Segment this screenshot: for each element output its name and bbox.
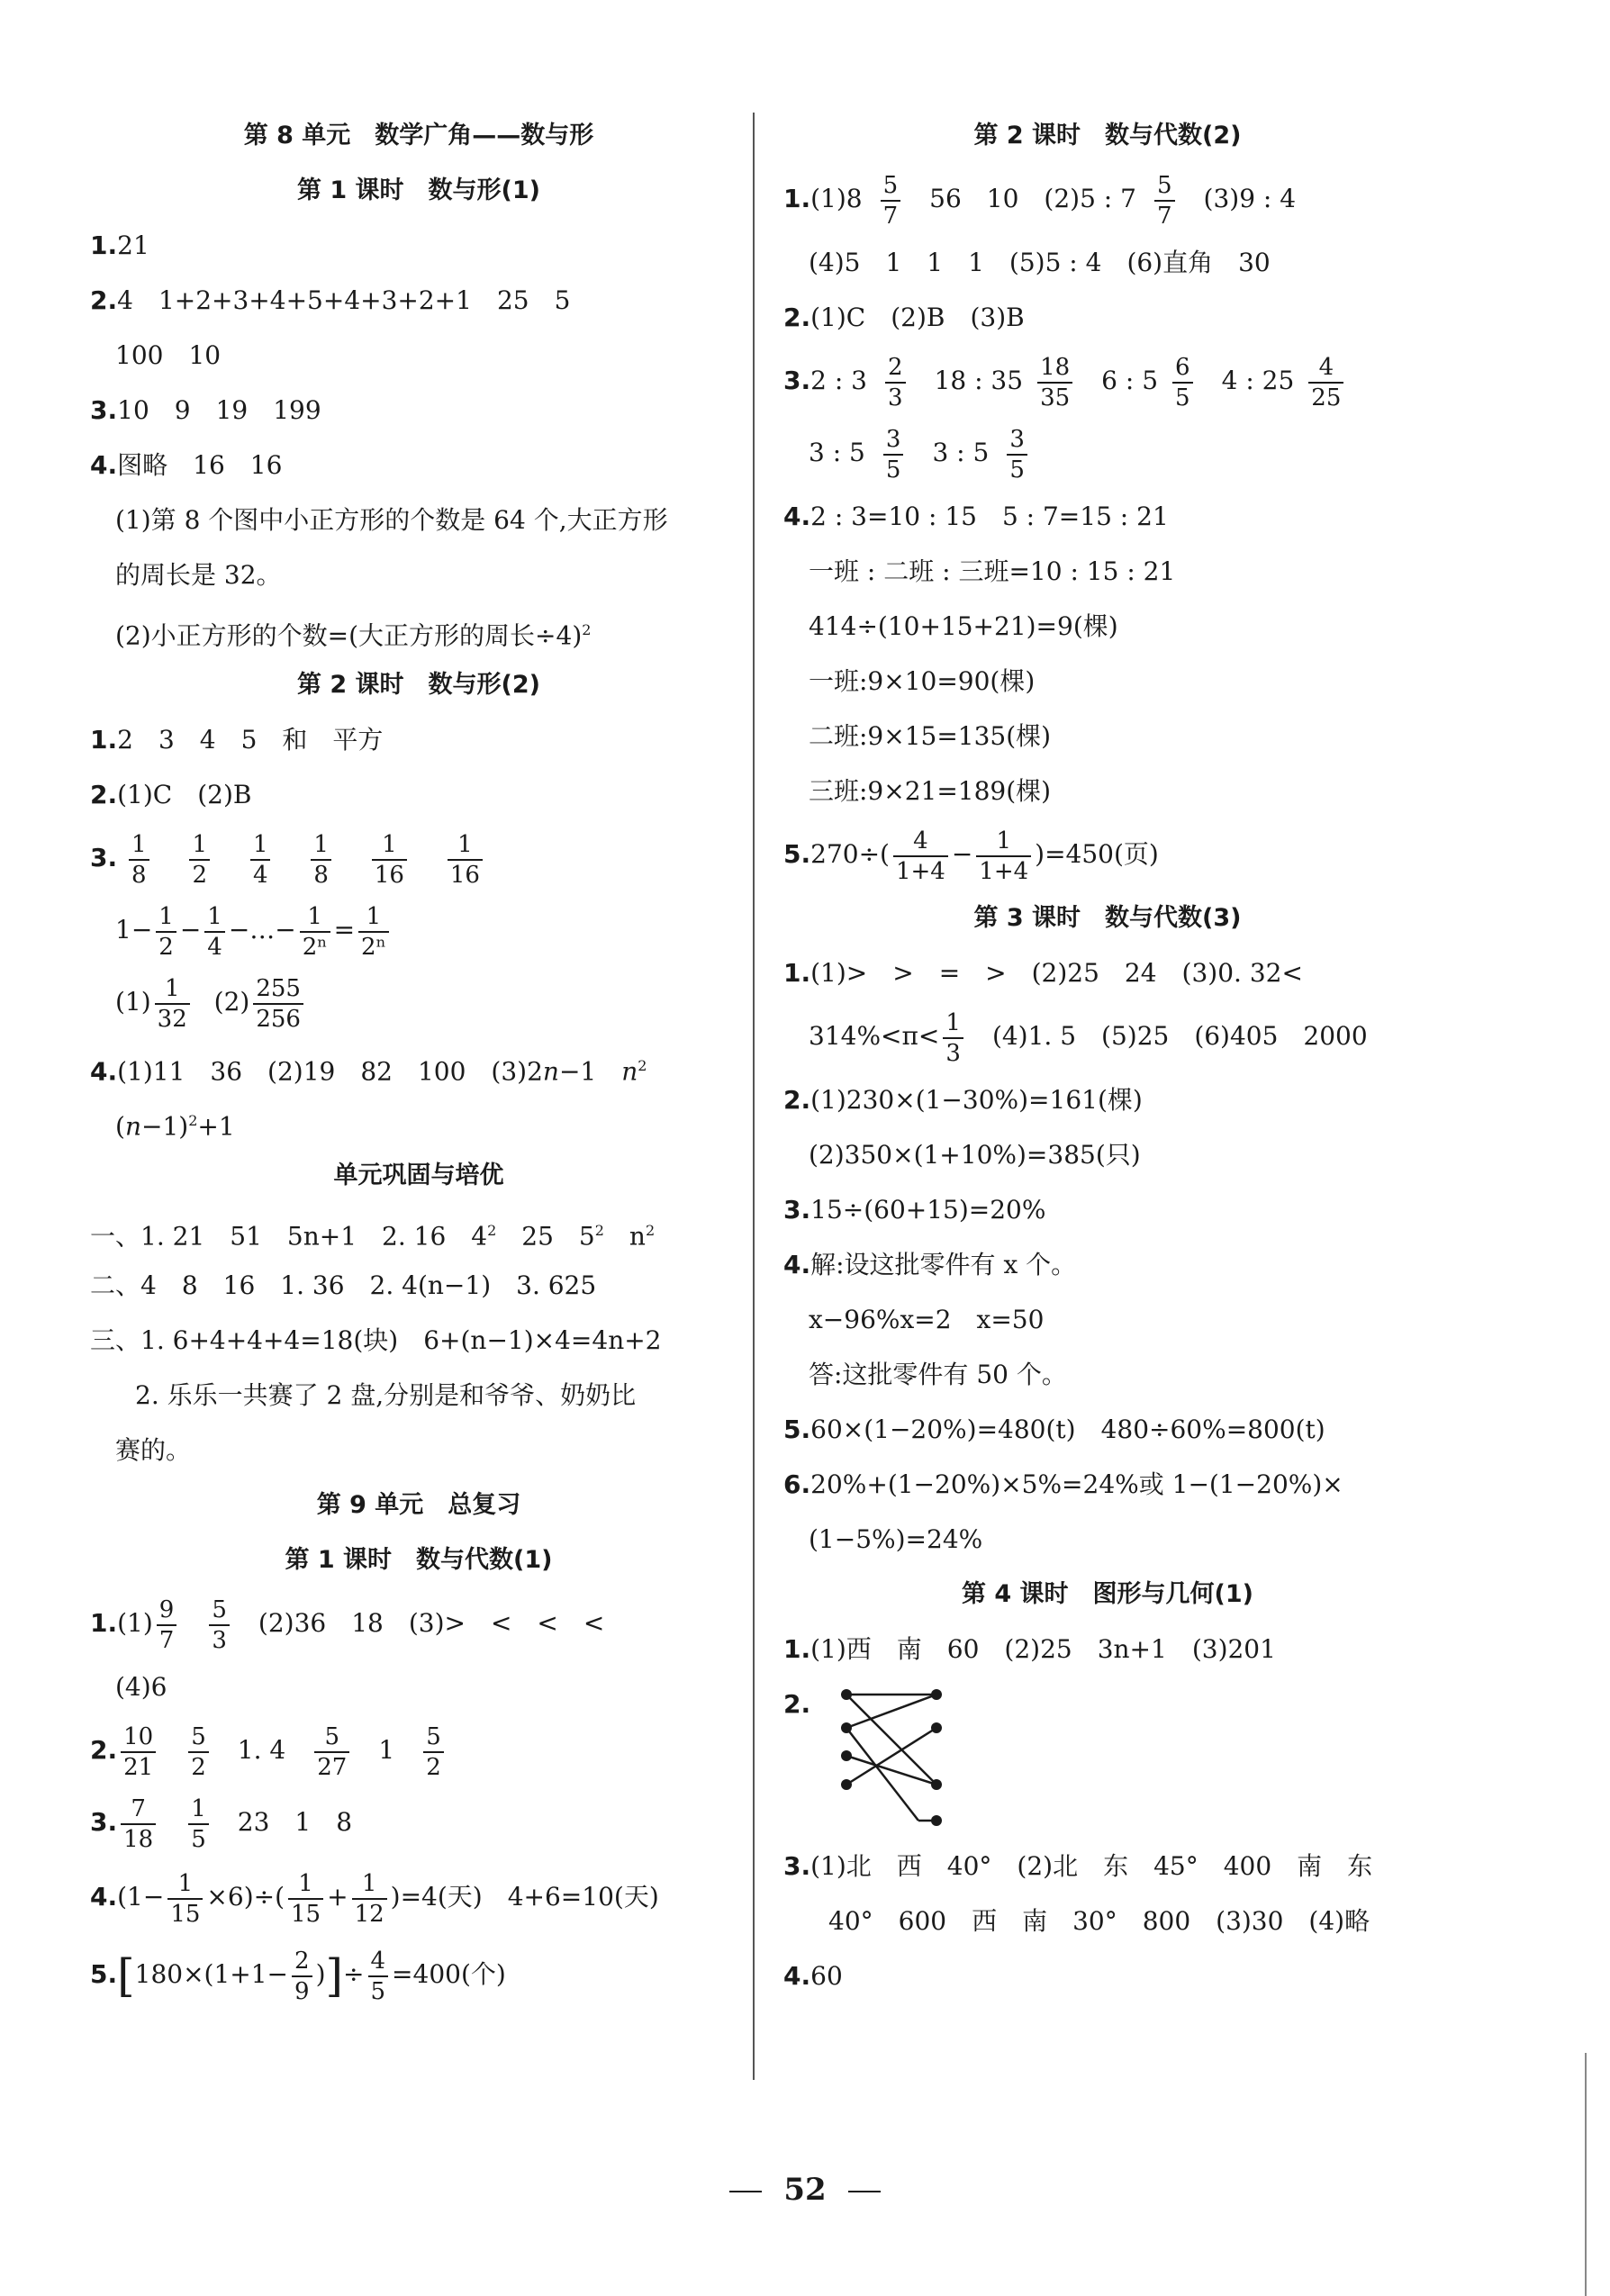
- r-l3-answer-1: 1.(1)> > = > (2)25 24 (3)0. 32<: [783, 958, 1303, 988]
- r-l2-answer-1: 1.(1)8 $\frac{5}{7}$ 56 10 (2)5 : 7 $\frac{5}{7}$ (3)9 : 4: [783, 171, 1297, 230]
- r-l3-answer-6-b: (1−5%)=24%: [809, 1524, 983, 1554]
- r-l4-answer-3: 3.(1)北 西 40° (2)北 东 45° 400 南 东: [783, 1851, 1373, 1881]
- fraction: $\frac{1}{16}$: [372, 830, 407, 890]
- r-l2-answer-5: 5.270÷( $\frac{4}{1+4}$ − $\frac{1}{1+4}$ )=450(页): [783, 827, 1159, 885]
- u9-answer-3: 3. $\frac{7}{18}$ $\frac{1}{5}$ 23 1 8: [90, 1794, 353, 1853]
- review-title: 单元巩固与培优: [333, 1162, 504, 1189]
- r-l2-answer-4-b: 一班 : 二班 : 三班=10 : 15 : 21: [809, 556, 1176, 586]
- u9-answer-5: 5.[180×(1+1− $\frac{2}{9}$ )]÷ $\frac{4}{5}$ =400(个): [90, 1947, 506, 2005]
- answer-4: 4.图略 16 16: [90, 450, 283, 480]
- r-l3-answer-5: 5.60×(1−20%)=480(t) 480÷60%=800(t): [783, 1415, 1325, 1444]
- r-l4-answer-3-b: 40° 600 西 南 30° 800 (3)30 (4)略: [828, 1906, 1370, 1936]
- answer-4-2: (2)小正方形的个数=(大正方形的周长÷4)$^2$: [115, 620, 592, 651]
- fraction: $\frac{1}{16}$: [448, 830, 483, 890]
- fraction: $\frac{1}{8}$: [129, 830, 149, 890]
- match-dot: [931, 1779, 942, 1790]
- lesson1-title: 第 1 课时 数与形(1): [296, 176, 541, 204]
- l2-answer-4-cont: $(n-1)^2+1$: [115, 1111, 235, 1142]
- r-l2-answer-4-c: 414÷(10+15+21)=9(棵): [809, 611, 1118, 641]
- fraction: $\frac{1}{4}$: [250, 830, 271, 890]
- match-dot: [841, 1779, 852, 1790]
- match-dot: [841, 1750, 852, 1761]
- answer-3: 3.10 9 19 199: [90, 395, 321, 425]
- u9-lesson1-title: 第 1 课时 数与代数(1): [285, 1546, 553, 1574]
- r-l3-answer-4: 4.解:设这批零件有 x 个。: [783, 1250, 1077, 1279]
- match-line: [846, 1695, 936, 1728]
- r-lesson2-title: 第 2 课时 数与代数(2): [973, 122, 1242, 149]
- r-l3-answer-4-b: x−96%x=2 x=50: [809, 1305, 1045, 1334]
- review-part-1: 一、1. 21 51 5n+1 2. 16 $4^2$ 25 $5^2$ $n^2$: [90, 1221, 656, 1252]
- match-dot: [841, 1722, 852, 1733]
- l2-answer-3: 3. $\frac{1}{8}$ $\frac{1}{2}$ $\frac{1}{4}$ $\frac{1}{8}$ $\frac{1}{16}$ $\frac{1}{16}$: [90, 822, 747, 894]
- r-l2-answer-4: 4.2 : 3=10 : 15 5 : 7=15 : 21: [783, 502, 1169, 531]
- review-part-3: 三、1. 6+4+4+4=18(块) 6+(n−1)×4=4n+2: [90, 1325, 662, 1355]
- match-dot: [931, 1722, 942, 1733]
- match-dot: [841, 1689, 852, 1700]
- r-l2-answer-3: 3.2 : 3 $\frac{2}{3}$ 18 : 35 $\frac{18}{35}$ 6 : 5 $\frac{6}{5}$ 4 : 25 $\frac{4}{25}$: [783, 345, 1432, 417]
- answer-2-cont: 100 10: [115, 340, 222, 370]
- u9-answer-1: 1.(1) $\frac{9}{7}$ $\frac{5}{3}$ (2)36 18 (3)> < < <: [90, 1595, 605, 1654]
- u9-answer-4: 4.(1− $\frac{1}{15}$ ×6)÷( $\frac{1}{15}$ + $\frac{1}{12}$ )=4(天) 4+6=10(天): [90, 1869, 659, 1928]
- r-lesson4-title: 第 4 课时 图形与几何(1): [961, 1580, 1254, 1608]
- r-l2-answer-4-e: 二班:9×15=135(棵): [809, 721, 1052, 751]
- r-l2-answer-4-f: 三班:9×21=189(棵): [809, 776, 1052, 806]
- right-column: [783, 108, 1432, 2003]
- match-line: [846, 1728, 936, 1785]
- r-l4-answer-2: 2.: [783, 1677, 1432, 1839]
- r-l3-answer-4-c: 答:这批零件有 50 个。: [809, 1360, 1067, 1389]
- lesson2-title: 第 2 课时 数与形(2): [296, 671, 541, 699]
- r-l3-answer-3: 3.15÷(60+15)=20%: [783, 1195, 1046, 1225]
- l2-answer-1: 1.2 3 4 5 和 平方: [90, 725, 384, 755]
- l2-answer-4: 4.(1)11 36 (2)19 82 100 (3)2n−1 $n^2$: [90, 1056, 647, 1087]
- r-l2-answer-2: 2.(1)C (2)B (3)B: [783, 303, 1025, 332]
- r-l2-answer-4-d: 一班:9×10=90(棵): [809, 666, 1036, 696]
- review-part-2: 二、4 8 16 1. 36 2. 4(n−1) 3. 625: [90, 1270, 597, 1300]
- left-column: [90, 108, 747, 2013]
- answer-4-1: (1)第 8 个图中小正方形的个数是 64 个,大正方形: [115, 505, 668, 535]
- unit9-title: 第 9 单元 总复习: [316, 1491, 521, 1519]
- r-l3-answer-1-cont: 314%<π< $\frac{1}{3}$ (4)1. 5 (5)25 (6)405 2000: [809, 1008, 1368, 1067]
- column-divider: [753, 113, 755, 2080]
- u9-answer-2: 2. $\frac{10}{21}$ $\frac{5}{2}$ 1. 4 $\frac{5}{27}$ 1 $\frac{5}{2}$: [90, 1714, 747, 1786]
- page-number: 52: [0, 2172, 1610, 2208]
- r-l3-answer-2: 2.(1)230×(1−30%)=161(棵): [783, 1085, 1143, 1115]
- l2-answer-3-expr: 1− $\frac{1}{2}$ − $\frac{1}{4}$ −…− $\frac{1}{\text{2ⁿ}}$ = $\frac{1}{\text{2ⁿ}}$: [90, 894, 747, 966]
- l2-answer-2: 2.(1)C (2)B: [90, 780, 252, 809]
- answer-4-1-cont: 的周长是 32。: [115, 560, 282, 590]
- r-l4-answer-4: 4.60: [783, 1961, 843, 1991]
- r-l4-answer-1: 1.(1)西 南 60 (2)25 3n+1 (3)201: [783, 1634, 1276, 1664]
- match-dot: [931, 1815, 942, 1826]
- fraction: $\frac{1}{8}$: [311, 830, 331, 890]
- u9-answer-1-cont: (4)6: [115, 1672, 167, 1702]
- unit8-title: 第 8 单元 数学广角——数与形: [243, 122, 594, 149]
- r-l3-answer-2-b: (2)350×(1+10%)=385(只): [809, 1140, 1141, 1170]
- answer-1: 1.21: [90, 231, 149, 260]
- r-lesson3-title: 第 3 课时 数与代数(3): [973, 904, 1242, 932]
- review-part-3-2-cont: 赛的。: [115, 1435, 192, 1465]
- answer-2: 2.4 1+2+3+4+5+4+3+2+1 25 5: [90, 285, 571, 315]
- r-l2-answer-3-cont: 3 : 5 $\frac{3}{5}$ 3 : 5 $\frac{3}{5}$: [783, 417, 1432, 489]
- r-l3-answer-6: 6.20%+(1−20%)×5%=24%或 1−(1−20%)×: [783, 1469, 1343, 1499]
- r-l2-answer-1-cont: (4)5 1 1 1 (5)5 : 4 (6)直角 30: [809, 248, 1271, 277]
- matching-diagram: [810, 1677, 981, 1839]
- fraction: $\frac{1}{2}$: [189, 830, 210, 890]
- l2-answer-3-results: (1) $\frac{1}{32}$ (2) $\frac{255}{256}$: [90, 966, 747, 1038]
- review-part-3-2: 2. 乐乐一共赛了 2 盘,分别是和爷爷、奶奶比: [135, 1380, 637, 1410]
- match-dot: [931, 1689, 942, 1700]
